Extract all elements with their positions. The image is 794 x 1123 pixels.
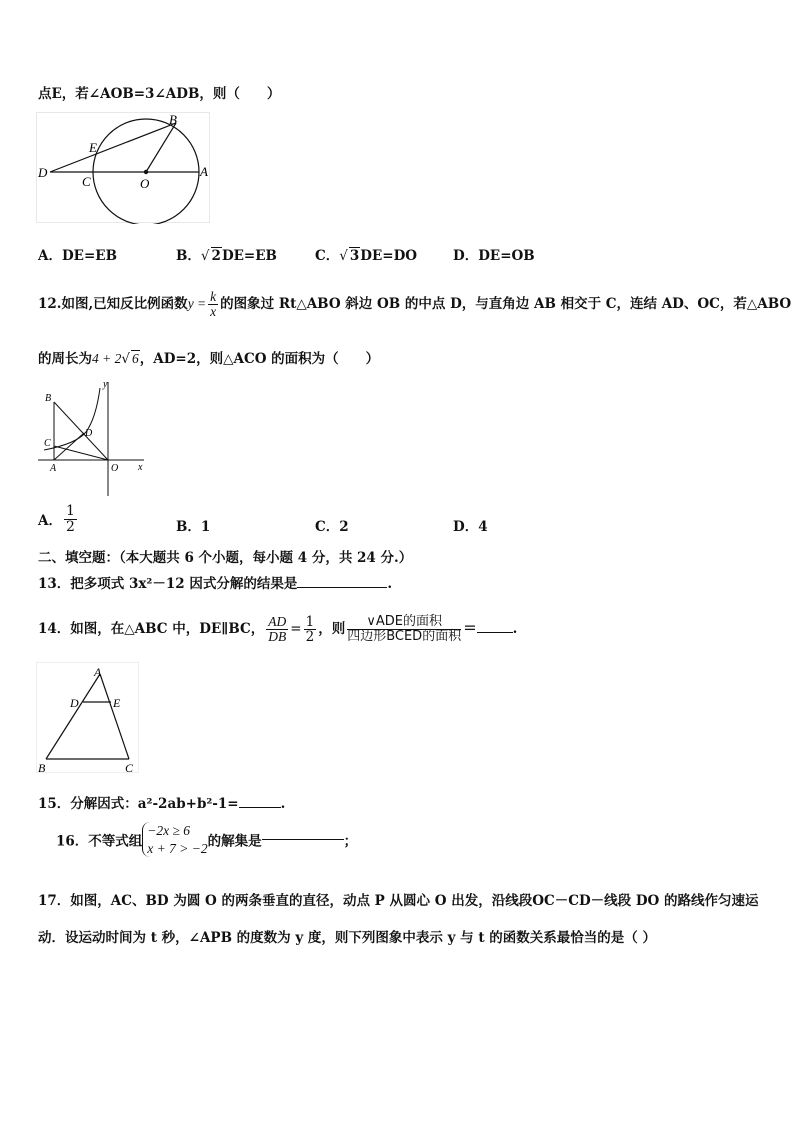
frac-db: DB [268, 629, 287, 644]
label-b: B [38, 761, 46, 774]
q17-stem-line1: 17．如图，AC、BD 为圆 O 的两条垂直的直径，动点 P 从圆心 O 出发，沿线段OC－CD－线段 DO 的路线作匀速运 [38, 893, 759, 909]
q15-stem [38, 792, 285, 812]
q16-text: 16．不等式组 [56, 833, 143, 850]
q11-option-d[interactable]: D．DE=OB [453, 248, 535, 264]
hyperbola-curve [44, 388, 100, 450]
label-d: D [70, 696, 79, 710]
frac-den: 2 [65, 518, 75, 535]
q16-answer-blank[interactable] [262, 839, 344, 840]
q14-answer-blank[interactable] [477, 632, 513, 633]
center-point [144, 170, 148, 174]
q15-text: 15．分解因式：a²-2ab+b²-1= [38, 796, 239, 812]
q13-text: 13．把多项式 3x²－12 因式分解的结果是 [38, 576, 298, 592]
fraction-ad-db [266, 615, 288, 644]
inequality-2: x + 7 > −2 [147, 840, 208, 856]
q14-equals-2: = [463, 618, 477, 637]
q12-perimeter-expr: 4 + 2 [92, 351, 122, 366]
option-a-prefix: A． [38, 513, 62, 530]
q16-stem [56, 822, 357, 857]
q11-stem-line: 点E，若∠AOB=3∠ADB，则（ ） [38, 86, 281, 102]
q13-stem [38, 572, 392, 592]
fraction-one-half [304, 615, 317, 644]
frac-two: 2 [305, 629, 315, 645]
fraction-area-ratio [347, 615, 461, 643]
label-c: C [125, 761, 134, 774]
q14-period: . [512, 621, 518, 637]
side-ob [54, 402, 108, 460]
q12-text-c: ，AD=2，则△ACO 的面积为（ ） [139, 351, 380, 367]
q14-then: ，则 [318, 621, 346, 637]
frac-area-bced: 四边形BCED的面积 [347, 629, 462, 644]
label-a: A [50, 463, 57, 474]
q12-stem-line1 [38, 286, 791, 322]
q17-stem-line2: 动．设运动时间为 t 秒，∠APB 的度数为 y 度，则下列图象中表示 y 与 t 的函数关系最恰当的是（ ） [38, 930, 657, 946]
q15-period: . [280, 796, 286, 812]
q11-option-b[interactable]: B．√ 2DE=EB [176, 248, 277, 264]
q12-option-a[interactable] [38, 504, 79, 534]
side-ab [46, 674, 100, 759]
frac-num: 1 [65, 503, 75, 519]
q16-end: ； [343, 833, 358, 850]
label-d: D [85, 428, 93, 439]
q13-answer-blank[interactable] [297, 587, 387, 588]
q12-text-a: 12.如图,已知反比例函数 [38, 296, 188, 312]
sqrt-6: 6 [131, 351, 139, 366]
q12-fraction-k-x [208, 290, 218, 319]
q16-text-after: 的解集是 [207, 833, 262, 850]
q14-triangle-figure [36, 662, 140, 774]
frac-x: x [210, 304, 217, 319]
sqrt-3: 3 [349, 248, 360, 264]
label-a: A [94, 665, 102, 679]
q12-option-b[interactable]: B．1 [176, 519, 211, 535]
sqrt-2: 2 [211, 248, 221, 264]
label-x: x [138, 462, 143, 473]
q11-option-a[interactable]: A．DE=EB [38, 248, 117, 264]
q12-text-b: 的图象过 Rt△ABO 斜边 OB 的中点 D，与直角边 AB 相交于 C，连结 AD、OC，若△ABO [220, 296, 792, 312]
label-b: B [169, 112, 177, 127]
inequality-system [142, 822, 207, 857]
q15-answer-blank[interactable] [239, 807, 281, 808]
option-b-text: DE=EB [221, 248, 277, 264]
label-d: D [38, 165, 48, 180]
q12-y-eq: y = [187, 296, 207, 311]
section-heading: 二、填空题：（本大题共 6 个小题，每小题 4 分，共 24 分.） [38, 550, 413, 566]
frac-k: k [210, 288, 217, 304]
q12-option-c[interactable]: C．2 [315, 519, 349, 535]
label-b: B [45, 393, 52, 404]
option-b-prefix: B． [176, 248, 201, 264]
line-ob [146, 123, 176, 172]
fraction-one-half [64, 504, 77, 534]
q11-circle-figure [36, 112, 212, 224]
option-c-text: DE=DO [360, 248, 418, 264]
label-o: O [111, 463, 119, 474]
frac-ad: AD [268, 613, 287, 629]
q11-option-c[interactable]: C．√ 3DE=DO [315, 248, 418, 264]
label-c: C [82, 174, 91, 189]
label-e: E [89, 140, 97, 155]
label-o: O [140, 176, 150, 191]
q12-stem-line2: 的周长为4 + 2√ 6，AD=2，则△ACO 的面积为（ ） [38, 351, 380, 367]
frac-area-ade: ∨ADE的面积 [347, 615, 461, 630]
q14-stem [38, 608, 517, 649]
option-c-prefix: C． [315, 248, 340, 264]
side-ac [100, 674, 129, 759]
q14-text: 14．如图，在△ABC 中，DE∥BC， [38, 621, 265, 637]
label-e: E [113, 696, 121, 710]
label-y: y [103, 379, 108, 390]
q14-equals: = [290, 621, 302, 637]
label-c: C [44, 438, 51, 449]
q13-period: . [387, 576, 393, 592]
q12-option-d[interactable]: D．4 [453, 519, 488, 535]
q12-perimeter-label: 的周长为 [38, 351, 92, 367]
q12-graph-figure [36, 378, 148, 498]
frac-one: 1 [305, 613, 315, 630]
inequality-1: −2x ≥ 6 [147, 823, 191, 838]
label-a: A [200, 164, 208, 179]
